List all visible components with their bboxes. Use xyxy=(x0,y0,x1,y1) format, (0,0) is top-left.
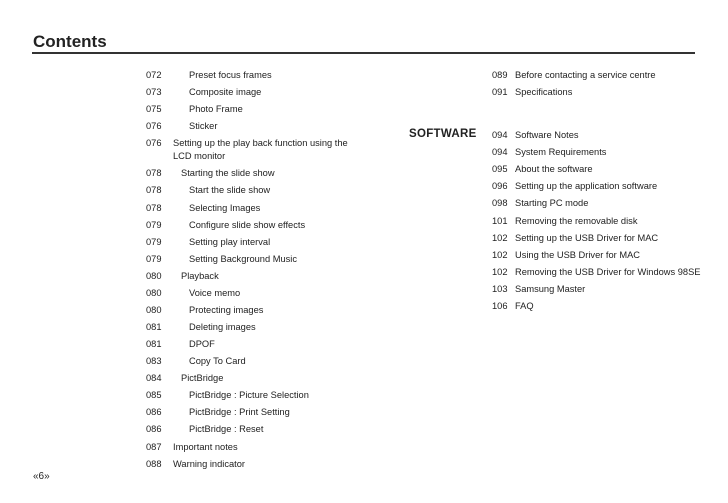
toc-page-number: 076 xyxy=(146,121,162,131)
toc-page-number: 076 xyxy=(146,138,162,148)
toc-page-number: 078 xyxy=(146,185,162,195)
toc-page-number: 095 xyxy=(492,164,508,174)
toc-page-number: 096 xyxy=(492,181,508,191)
toc-page-number: 094 xyxy=(492,147,508,157)
toc-entry-text: Photo Frame xyxy=(189,104,243,114)
toc-entry-text: Before contacting a service centre xyxy=(515,70,656,80)
toc-page-number: 086 xyxy=(146,407,162,417)
toc-entry-text: PictBridge : Picture Selection xyxy=(189,390,309,400)
toc-entry-text: Setting play interval xyxy=(189,237,271,247)
toc-entry-text: PictBridge xyxy=(181,373,224,383)
toc-page-number: 081 xyxy=(146,322,162,332)
toc-page-number: 073 xyxy=(146,87,162,97)
toc-page-number: 075 xyxy=(146,104,162,114)
toc-entry-text: Specifications xyxy=(515,87,573,97)
toc-page-number: 106 xyxy=(492,301,508,311)
toc-page-number: 086 xyxy=(146,424,162,434)
toc-page-number: 081 xyxy=(146,339,162,349)
toc-entry-text: Playback xyxy=(181,271,219,281)
toc-page-number: 088 xyxy=(146,459,162,469)
toc-page-number: 078 xyxy=(146,203,162,213)
toc-entry-text: Selecting Images xyxy=(189,203,261,213)
toc-page-number: 087 xyxy=(146,442,162,452)
toc-entry-text: Starting the slide show xyxy=(181,168,275,178)
toc-entry-text: Removing the USB Driver for Windows 98SE xyxy=(515,267,701,277)
toc-page-number: 084 xyxy=(146,373,162,383)
software-section-label: SOFTWARE xyxy=(409,128,477,140)
toc-page-number: 091 xyxy=(492,87,508,97)
toc-page-number: 102 xyxy=(492,233,508,243)
toc-page-number: 098 xyxy=(492,198,508,208)
toc-entry-text: Sticker xyxy=(189,121,218,131)
page-number: «6» xyxy=(33,471,50,482)
toc-page-number: 102 xyxy=(492,267,508,277)
toc-entry-text: Important notes xyxy=(173,442,238,452)
toc-page-number: 080 xyxy=(146,305,162,315)
page-title: Contents xyxy=(33,32,107,51)
toc-entry-text: PictBridge : Print Setting xyxy=(189,407,290,417)
toc-page-number: 080 xyxy=(146,271,162,281)
toc-page-number: 072 xyxy=(146,70,162,80)
toc-page-number: 083 xyxy=(146,356,162,366)
toc-entry-text: Protecting images xyxy=(189,305,264,315)
toc-page-number: 103 xyxy=(492,284,508,294)
toc-entry-text: Using the USB Driver for MAC xyxy=(515,250,641,260)
toc-entry-text: FAQ xyxy=(515,301,534,311)
toc-entry-text: Copy To Card xyxy=(189,356,246,366)
toc-entry-text: Composite image xyxy=(189,87,262,97)
toc-page-number: 080 xyxy=(146,288,162,298)
toc-entry-text: Configure slide show effects xyxy=(189,220,306,230)
toc-page-number: 102 xyxy=(492,250,508,260)
toc-page-number: 079 xyxy=(146,237,162,247)
title-rule xyxy=(32,52,695,54)
toc-entry-text: Start the slide show xyxy=(189,185,271,195)
toc-page-number: 085 xyxy=(146,390,162,400)
toc-entry-text: Software Notes xyxy=(515,130,579,140)
toc-entry-text: Removing the removable disk xyxy=(515,216,638,226)
toc-page-number: 101 xyxy=(492,216,508,226)
toc-entry-text: Samsung Master xyxy=(515,284,586,294)
toc-page-number: 078 xyxy=(146,168,162,178)
toc-page-number: 089 xyxy=(492,70,508,80)
toc-entry-text: System Requirements xyxy=(515,147,607,157)
toc-entry-text: Deleting images xyxy=(189,322,256,332)
toc-page-number: 079 xyxy=(146,254,162,264)
toc-entry-text: Setting up the play back function using the xyxy=(173,138,348,148)
toc-page-number: 094 xyxy=(492,130,508,140)
toc-entry-text: Setting up the USB Driver for MAC xyxy=(515,233,659,243)
toc-entry-text: Voice memo xyxy=(189,288,241,298)
toc-entry-text: Setting up the application software xyxy=(515,181,658,191)
toc-entry-text: PictBridge : Reset xyxy=(189,424,264,434)
toc-page-number: 079 xyxy=(146,220,162,230)
toc-entry-text: About the software xyxy=(515,164,593,174)
toc-entry-text: Starting PC mode xyxy=(515,198,589,208)
toc-entry-text: DPOF xyxy=(189,339,215,349)
toc-entry-text: Warning indicator xyxy=(173,459,245,469)
toc-entry-text: LCD monitor xyxy=(173,151,226,161)
toc-entry-text: Preset focus frames xyxy=(189,70,272,80)
toc-entry-text: Setting Background Music xyxy=(189,254,298,264)
